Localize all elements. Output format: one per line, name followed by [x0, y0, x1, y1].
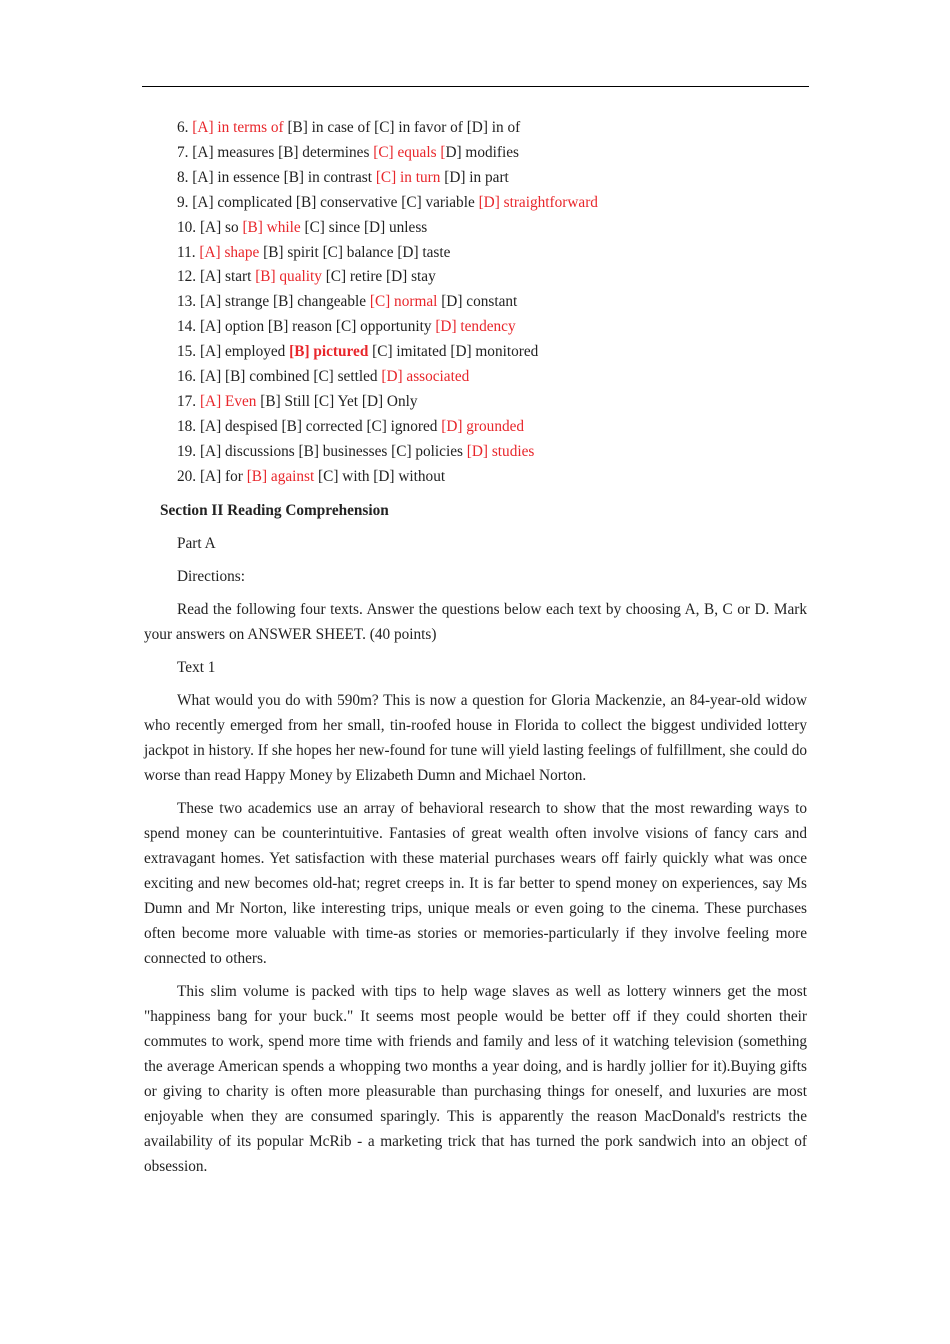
- answer-options: [C] since [D] unless: [300, 218, 428, 236]
- answer-number: 18.: [177, 417, 200, 435]
- answer-number: 16.: [177, 368, 200, 386]
- text-label: Text 1: [177, 658, 216, 676]
- answer-line: [144, 116, 807, 141]
- answer-number: 13.: [177, 293, 200, 311]
- answer-list: [144, 116, 807, 490]
- answer-number: 15.: [177, 343, 200, 361]
- answer-line: [144, 191, 807, 216]
- answer-options: [A] [B] combined [C] settled: [199, 368, 382, 386]
- answer-number: 20.: [177, 467, 200, 485]
- answer-line: [144, 315, 807, 340]
- answer-line: [144, 265, 807, 290]
- answer-options: [A] complicated [B] conservative [C] variable: [192, 193, 479, 211]
- answer-line: [144, 290, 807, 315]
- answer-number: 6.: [177, 119, 193, 136]
- answer-options: [B] Still [C] Yet [D] Only: [256, 392, 418, 410]
- answer-number: 8.: [177, 168, 193, 186]
- answer-options: [A] for: [199, 467, 247, 485]
- answer-line: [144, 465, 807, 490]
- answer-number: 19.: [177, 442, 200, 460]
- answer-options: [D] in part: [440, 168, 509, 186]
- answer-number: 10.: [177, 218, 200, 236]
- correct-answer: [D] studies: [466, 442, 535, 460]
- paragraph: This slim volume is packed with tips to help wage slaves as well as lottery winners get the most "happiness bang for your buck." It seems most people would be better off if they could shorten their commutes to work, spend more time with friends and family and less of it watching television (something the average American spends a whopping two months a year doing, and is hardly jollier for it).Buying gifts or giving to charity is often more pleasurable than purchasing things for oneself, and luxuries are most enjoyable when they are consumed sparingly. This is apparently the reason MacDonald's restricts the availability of its popular McRib - a marketing trick that has turned the pork sandwich into an object of obsession.: [144, 982, 807, 1175]
- answer-options: [B] in case of [C] in favor of [D] in of: [283, 119, 521, 136]
- answer-options: [C] with [D] without: [314, 467, 446, 485]
- correct-answer: [B] quality: [255, 268, 322, 286]
- answer-options: [A] despised [B] corrected [C] ignored: [199, 417, 442, 435]
- answer-line: [144, 390, 807, 415]
- answer-options: [A] discussions [B] businesses [C] policies: [199, 442, 467, 460]
- answer-number: 12.: [177, 268, 200, 286]
- correct-answer: [D] grounded: [441, 417, 525, 435]
- correct-answer: [B] while: [242, 218, 301, 236]
- answer-line: [144, 241, 807, 266]
- answer-number: 9.: [177, 193, 193, 211]
- answer-options: D] modifies: [445, 143, 519, 161]
- answer-line: [144, 340, 807, 365]
- answer-number: 11.: [177, 243, 200, 261]
- document-page: [144, 116, 807, 1179]
- answer-options: [C] retire [D] stay: [321, 268, 436, 286]
- answer-number: 14.: [177, 318, 200, 336]
- answer-options: [A] strange [B] changeable: [199, 293, 370, 311]
- answer-line: [144, 141, 807, 166]
- paragraph: These two academics use an array of behavioral research to show that the most rewarding ways to spend money can be counterintuitive. Fantasies of great wealth often involve visions of fancy cars and extravagant homes. Yet satisfaction with these material purchases wears off fairly quickly what was once exciting and new becomes old-hat; regret creeps in. It is far better to spend money on experiences, say Ms Dumn and Mr Norton, like interesting trips, unique meals or even going to the cinema. These purchases often become more valuable with time-as stories or memories-particularly if they involve feeling more connected to others.: [144, 799, 807, 967]
- answer-number: 7.: [177, 143, 193, 161]
- answer-options: [C] imitated [D] monitored: [368, 343, 539, 361]
- answer-options: [A] employed: [199, 343, 290, 361]
- answer-line: [144, 365, 807, 390]
- paragraph: What would you do with 590m? This is now a question for Gloria Mackenzie, an 84-year-old widow who recently emerged from her small, tin-roofed house in Florida to collect the biggest undivided lottery jackpot in history. If she hopes her new-found for tune will yield lasting feelings of fulfillment, she could do worse than read Happy Money by Elizabeth Dumn and Michael Norton.: [144, 691, 807, 784]
- correct-answer: [A] in terms of: [192, 119, 284, 136]
- part-label: Part A: [177, 534, 216, 552]
- directions-text: Read the following four texts. Answer the questions below each text by choosing A, B, C or D. Mark your answers on ANSWER SHEET. (40 points): [144, 600, 807, 643]
- correct-answer: [D] associated: [381, 368, 470, 386]
- answer-options: [A] option [B] reason [C] opportunity: [199, 318, 436, 336]
- answer-options: [D] constant: [437, 293, 518, 311]
- answer-options: [A] in essence [B] in contrast: [192, 168, 376, 186]
- directions-label: Directions:: [177, 567, 245, 585]
- answer-options: [A] start: [199, 268, 256, 286]
- correct-answer: [C] normal: [369, 293, 438, 311]
- correct-answer: [C] in turn: [375, 168, 441, 186]
- correct-answer: [A] shape: [199, 243, 260, 261]
- answer-line: [144, 440, 807, 465]
- section-title: Section II Reading Comprehension: [160, 501, 389, 519]
- answer-options: [A] measures [B] determines: [192, 143, 374, 161]
- answer-line: [144, 166, 807, 191]
- answer-number: 17.: [177, 392, 200, 410]
- correct-answer: [A] Even: [199, 392, 257, 410]
- correct-answer: [B] pictured: [289, 343, 369, 361]
- answer-line: [144, 216, 807, 241]
- correct-answer: [B] against: [246, 467, 315, 485]
- answer-options: [B] spirit [C] balance [D] taste: [259, 243, 451, 261]
- header-rule: [142, 86, 809, 87]
- correct-answer: [D] straightforward: [478, 193, 598, 211]
- answer-options: [A] so: [199, 218, 243, 236]
- answer-line: [144, 415, 807, 440]
- correct-answer: [D] tendency: [435, 318, 516, 336]
- correct-answer: [C] equals [: [373, 143, 446, 161]
